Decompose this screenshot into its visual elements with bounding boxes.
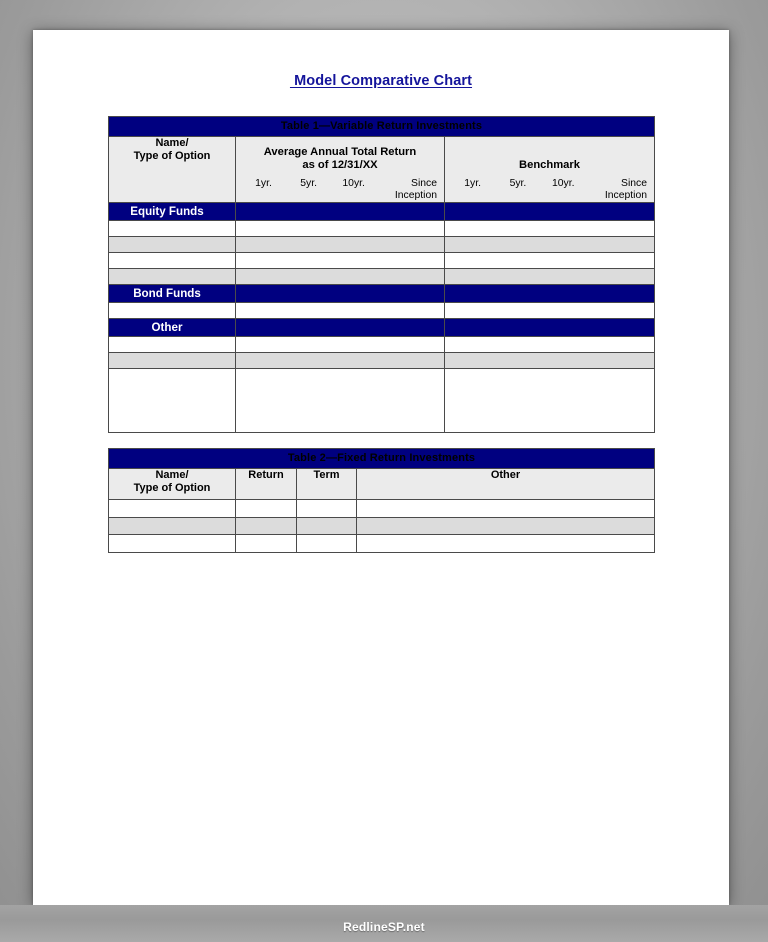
table-1-wrapper (108, 116, 654, 433)
benchmark-period-since-inception (586, 178, 649, 202)
cell-benchmark[interactable] (445, 353, 655, 369)
cell-average[interactable] (236, 353, 445, 369)
header-cell-average-annual-total-return (236, 137, 445, 203)
header-name-line1: Name/ (155, 137, 189, 149)
cell-average[interactable] (236, 237, 445, 253)
header-benchmark-period-strip (445, 172, 654, 202)
since-line1: Since (411, 178, 438, 189)
cell-name[interactable] (109, 269, 236, 285)
benchmark-period-1yr: 1yr. (464, 178, 482, 189)
section-fill-bond-3 (445, 285, 655, 303)
section-label-other: Other (109, 319, 236, 337)
table-row[interactable] (109, 221, 655, 237)
period-1yr: 1yr. (255, 178, 272, 189)
table-row[interactable] (109, 253, 655, 269)
period-since-inception (376, 178, 439, 202)
cell-name[interactable] (109, 353, 236, 369)
table-row[interactable] (109, 303, 655, 319)
section-fill-other-2 (236, 319, 445, 337)
table-2-banner-row (109, 449, 655, 469)
header-average-period-strip (236, 172, 444, 202)
cell-return[interactable] (236, 518, 297, 535)
cell-term[interactable] (297, 518, 357, 535)
benchmark-since-line1: Since (621, 178, 648, 189)
header-cell-benchmark (445, 137, 655, 203)
period-5yr: 5yr. (300, 178, 317, 189)
cell-name[interactable] (109, 221, 236, 237)
header-cell-other: Other (357, 469, 655, 500)
header-cell-name-type-2 (109, 469, 236, 500)
page-title-container (33, 72, 729, 90)
header-name-2-line2: Type of Option (133, 482, 211, 494)
header-cell-name-type (109, 137, 236, 203)
table-2-banner-label: Table 2—Fixed Return Investments (109, 449, 655, 469)
cell-benchmark[interactable] (445, 303, 655, 319)
cell-return[interactable] (236, 535, 297, 553)
benchmark-period-5yr: 5yr. (509, 178, 527, 189)
cell-benchmark-notes[interactable] (445, 369, 655, 433)
section-row-equity-funds (109, 203, 655, 221)
section-label-equity-funds: Equity Funds (109, 203, 236, 221)
cell-return[interactable] (236, 500, 297, 518)
table-variable-return-investments (108, 116, 655, 433)
section-fill-other-3 (445, 319, 655, 337)
cell-average[interactable] (236, 303, 445, 319)
cell-name[interactable] (109, 518, 236, 535)
cell-average-notes[interactable] (236, 369, 445, 433)
table-2-header-row (109, 469, 655, 500)
cell-name[interactable] (109, 253, 236, 269)
table-1-header-row (109, 137, 655, 203)
cell-name[interactable] (109, 337, 236, 353)
footer-watermark: RedlineSP.net (343, 920, 425, 934)
header-cell-term: Term (297, 469, 357, 500)
table-row[interactable] (109, 337, 655, 353)
document-page (33, 30, 729, 905)
section-fill-equity-2 (236, 203, 445, 221)
cell-other[interactable] (357, 535, 655, 553)
since-line2: Inception (394, 190, 438, 201)
cell-term[interactable] (297, 535, 357, 553)
header-cell-return: Return (236, 469, 297, 500)
table-row[interactable] (109, 237, 655, 253)
cell-benchmark[interactable] (445, 269, 655, 285)
section-row-bond-funds (109, 285, 655, 303)
cell-name-notes[interactable] (109, 369, 236, 433)
cell-name[interactable] (109, 303, 236, 319)
table-row[interactable] (109, 500, 655, 518)
period-10yr: 10yr. (342, 178, 365, 189)
cell-name[interactable] (109, 237, 236, 253)
section-label-bond-funds: Bond Funds (109, 285, 236, 303)
cell-other[interactable] (357, 500, 655, 518)
section-fill-equity-3 (445, 203, 655, 221)
header-benchmark-title: Benchmark (519, 159, 580, 171)
header-average-line1: Average Annual Total Return (263, 146, 417, 158)
table-row[interactable] (109, 269, 655, 285)
section-row-other (109, 319, 655, 337)
cell-average[interactable] (236, 269, 445, 285)
table-row-notes[interactable] (109, 369, 655, 433)
cell-average[interactable] (236, 221, 445, 237)
cell-other[interactable] (357, 518, 655, 535)
cell-average[interactable] (236, 253, 445, 269)
table-row[interactable] (109, 535, 655, 553)
cell-benchmark[interactable] (445, 221, 655, 237)
table-row[interactable] (109, 353, 655, 369)
header-name-2-line1: Name/ (155, 469, 189, 481)
cell-name[interactable] (109, 535, 236, 553)
header-name-line2: Type of Option (133, 150, 211, 162)
benchmark-since-line2: Inception (604, 190, 648, 201)
table-2-wrapper (108, 448, 654, 553)
header-average-line2: as of 12/31/XX (302, 159, 378, 171)
cell-benchmark[interactable] (445, 337, 655, 353)
cell-benchmark[interactable] (445, 237, 655, 253)
page-title: Model Comparative Chart (289, 73, 473, 89)
cell-benchmark[interactable] (445, 253, 655, 269)
table-row[interactable] (109, 518, 655, 535)
table-fixed-return-investments (108, 448, 655, 553)
benchmark-period-10yr: 10yr. (551, 178, 575, 189)
section-fill-bond-2 (236, 285, 445, 303)
cell-term[interactable] (297, 500, 357, 518)
table-1-banner-label: Table 1—Variable Return Investments (109, 117, 655, 137)
cell-average[interactable] (236, 337, 445, 353)
table-1-banner-row (109, 117, 655, 137)
cell-name[interactable] (109, 500, 236, 518)
